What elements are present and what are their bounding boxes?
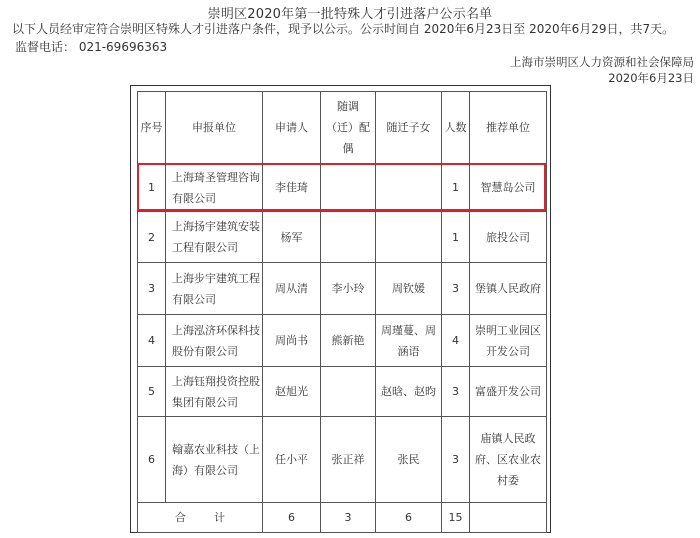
cell-line: 庙镇人民政	[480, 432, 536, 445]
cell-line: 周钦媛	[392, 282, 425, 295]
cell-line: 涵语	[397, 344, 420, 358]
cell-line: 集团有限公司	[172, 395, 238, 409]
row-3-applicant: 周从清	[262, 262, 321, 315]
row-2-children	[375, 211, 442, 263]
cell-line: 智慧岛公司	[480, 181, 536, 194]
row-3-children	[375, 262, 442, 315]
row-3-count: 3	[441, 262, 470, 315]
row-1-count: 1	[441, 163, 470, 212]
total-spouse: 3	[320, 502, 376, 533]
row-6-count: 3	[441, 416, 470, 503]
cell-line: 堡镇人民政府	[475, 282, 541, 295]
cell-line: 上海钰翔投资控股	[172, 374, 260, 388]
cell-line: 旅投公司	[486, 230, 530, 244]
cell-line: 有限公司	[172, 191, 216, 205]
row-3-recommender	[469, 262, 547, 315]
row-4-count: 4	[441, 314, 470, 367]
header-seq: 序号	[137, 91, 166, 164]
row-4-unit	[165, 314, 263, 367]
cell-line: 翰嘉农业科技（上	[172, 442, 260, 456]
header-unit: 申报单位	[165, 91, 263, 164]
issuer-name: 上海市崇明区人力资源和社会保障局	[510, 55, 694, 69]
row-4-seq: 4	[137, 314, 166, 367]
cell-line: 工程有限公司	[172, 241, 238, 254]
row-5-unit	[165, 366, 263, 417]
header-spouse	[320, 91, 376, 164]
total-applicant: 6	[262, 502, 321, 533]
cell-line: 上海琦圣管理咨询	[172, 170, 260, 184]
cell-line: 股份有限公司	[172, 344, 238, 358]
row-4-spouse: 熊新艳	[320, 314, 376, 367]
row-2-unit	[165, 211, 263, 263]
cell-line: 赵晗、赵昀	[381, 385, 436, 398]
cell-line: 富盛开发公司	[475, 385, 541, 398]
row-1-children	[375, 163, 442, 212]
row-1-recommender	[469, 163, 547, 212]
document-title: 崇明区2020年第一批特殊人才引进落户公示名单	[207, 7, 493, 22]
cell-line: 上海泓济环保科技	[172, 323, 260, 337]
row-2-spouse	[320, 211, 376, 263]
cell-line: 村委	[497, 474, 519, 487]
row-6-seq: 6	[137, 416, 166, 503]
cell-line: （迁）配	[326, 121, 370, 134]
cell-line: 偶	[342, 142, 354, 155]
cell-line: 张民	[397, 453, 420, 466]
intro-text: 以下人员经审定符合崇明区特殊人才引进落户条件，现予以公示。公示时间自 2020年6月23日至 2020年6月29日，共7天。	[12, 22, 675, 36]
cell-line: 随调	[337, 100, 359, 113]
header-count: 人数	[441, 91, 470, 164]
row-2-applicant: 杨军	[262, 211, 321, 263]
header-children: 随迁子女	[375, 91, 442, 164]
cell-line: 崇明工业园区	[475, 323, 541, 337]
header-recommender: 推荐单位	[469, 91, 547, 164]
total-count: 15	[441, 502, 470, 533]
row-4-children	[375, 314, 442, 367]
row-2-seq: 2	[137, 211, 166, 263]
row-6-recommender	[469, 416, 547, 503]
row-4-applicant: 周尚书	[262, 314, 321, 367]
cell-line: 府、区农业农	[475, 453, 541, 466]
hotline-text: 监督电话： 021-69696363	[15, 40, 168, 54]
row-6-applicant: 任小平	[262, 416, 321, 503]
total-children: 6	[375, 502, 442, 533]
row-5-applicant: 赵旭光	[262, 366, 321, 417]
cell-line: 周瑾蔓、周	[381, 323, 436, 337]
cell-line: 上海步宇建筑工程	[172, 271, 260, 285]
row-5-count: 3	[441, 366, 470, 417]
cell-line: 有限公司	[172, 292, 216, 306]
row-1-applicant: 李佳琦	[262, 163, 321, 212]
cell-line: 开发公司	[486, 344, 530, 358]
header-applicant: 申请人	[262, 91, 321, 164]
row-5-recommender	[469, 366, 547, 417]
cell-line: 海）有限公司	[172, 463, 238, 477]
row-6-unit	[165, 416, 263, 503]
row-3-spouse: 李小玲	[320, 262, 376, 315]
row-6-spouse: 张正祥	[320, 416, 376, 503]
row-3-seq: 3	[137, 262, 166, 315]
row-2-count: 1	[441, 211, 470, 263]
row-1-seq: 1	[137, 163, 166, 212]
issue-date: 2020年6月23日	[608, 71, 694, 85]
cell-line: 上海扬宇建筑安装	[172, 220, 260, 233]
row-5-spouse	[320, 366, 376, 417]
row-2-recommender	[469, 211, 547, 263]
row-5-children	[375, 366, 442, 417]
row-5-seq: 5	[137, 366, 166, 417]
row-6-children	[375, 416, 442, 503]
row-1-unit	[165, 163, 263, 212]
total-label: 合 计	[137, 502, 263, 533]
row-4-recommender	[469, 314, 547, 367]
row-1-spouse	[320, 163, 376, 212]
row-3-unit	[165, 262, 263, 315]
total-recommender	[469, 502, 547, 533]
